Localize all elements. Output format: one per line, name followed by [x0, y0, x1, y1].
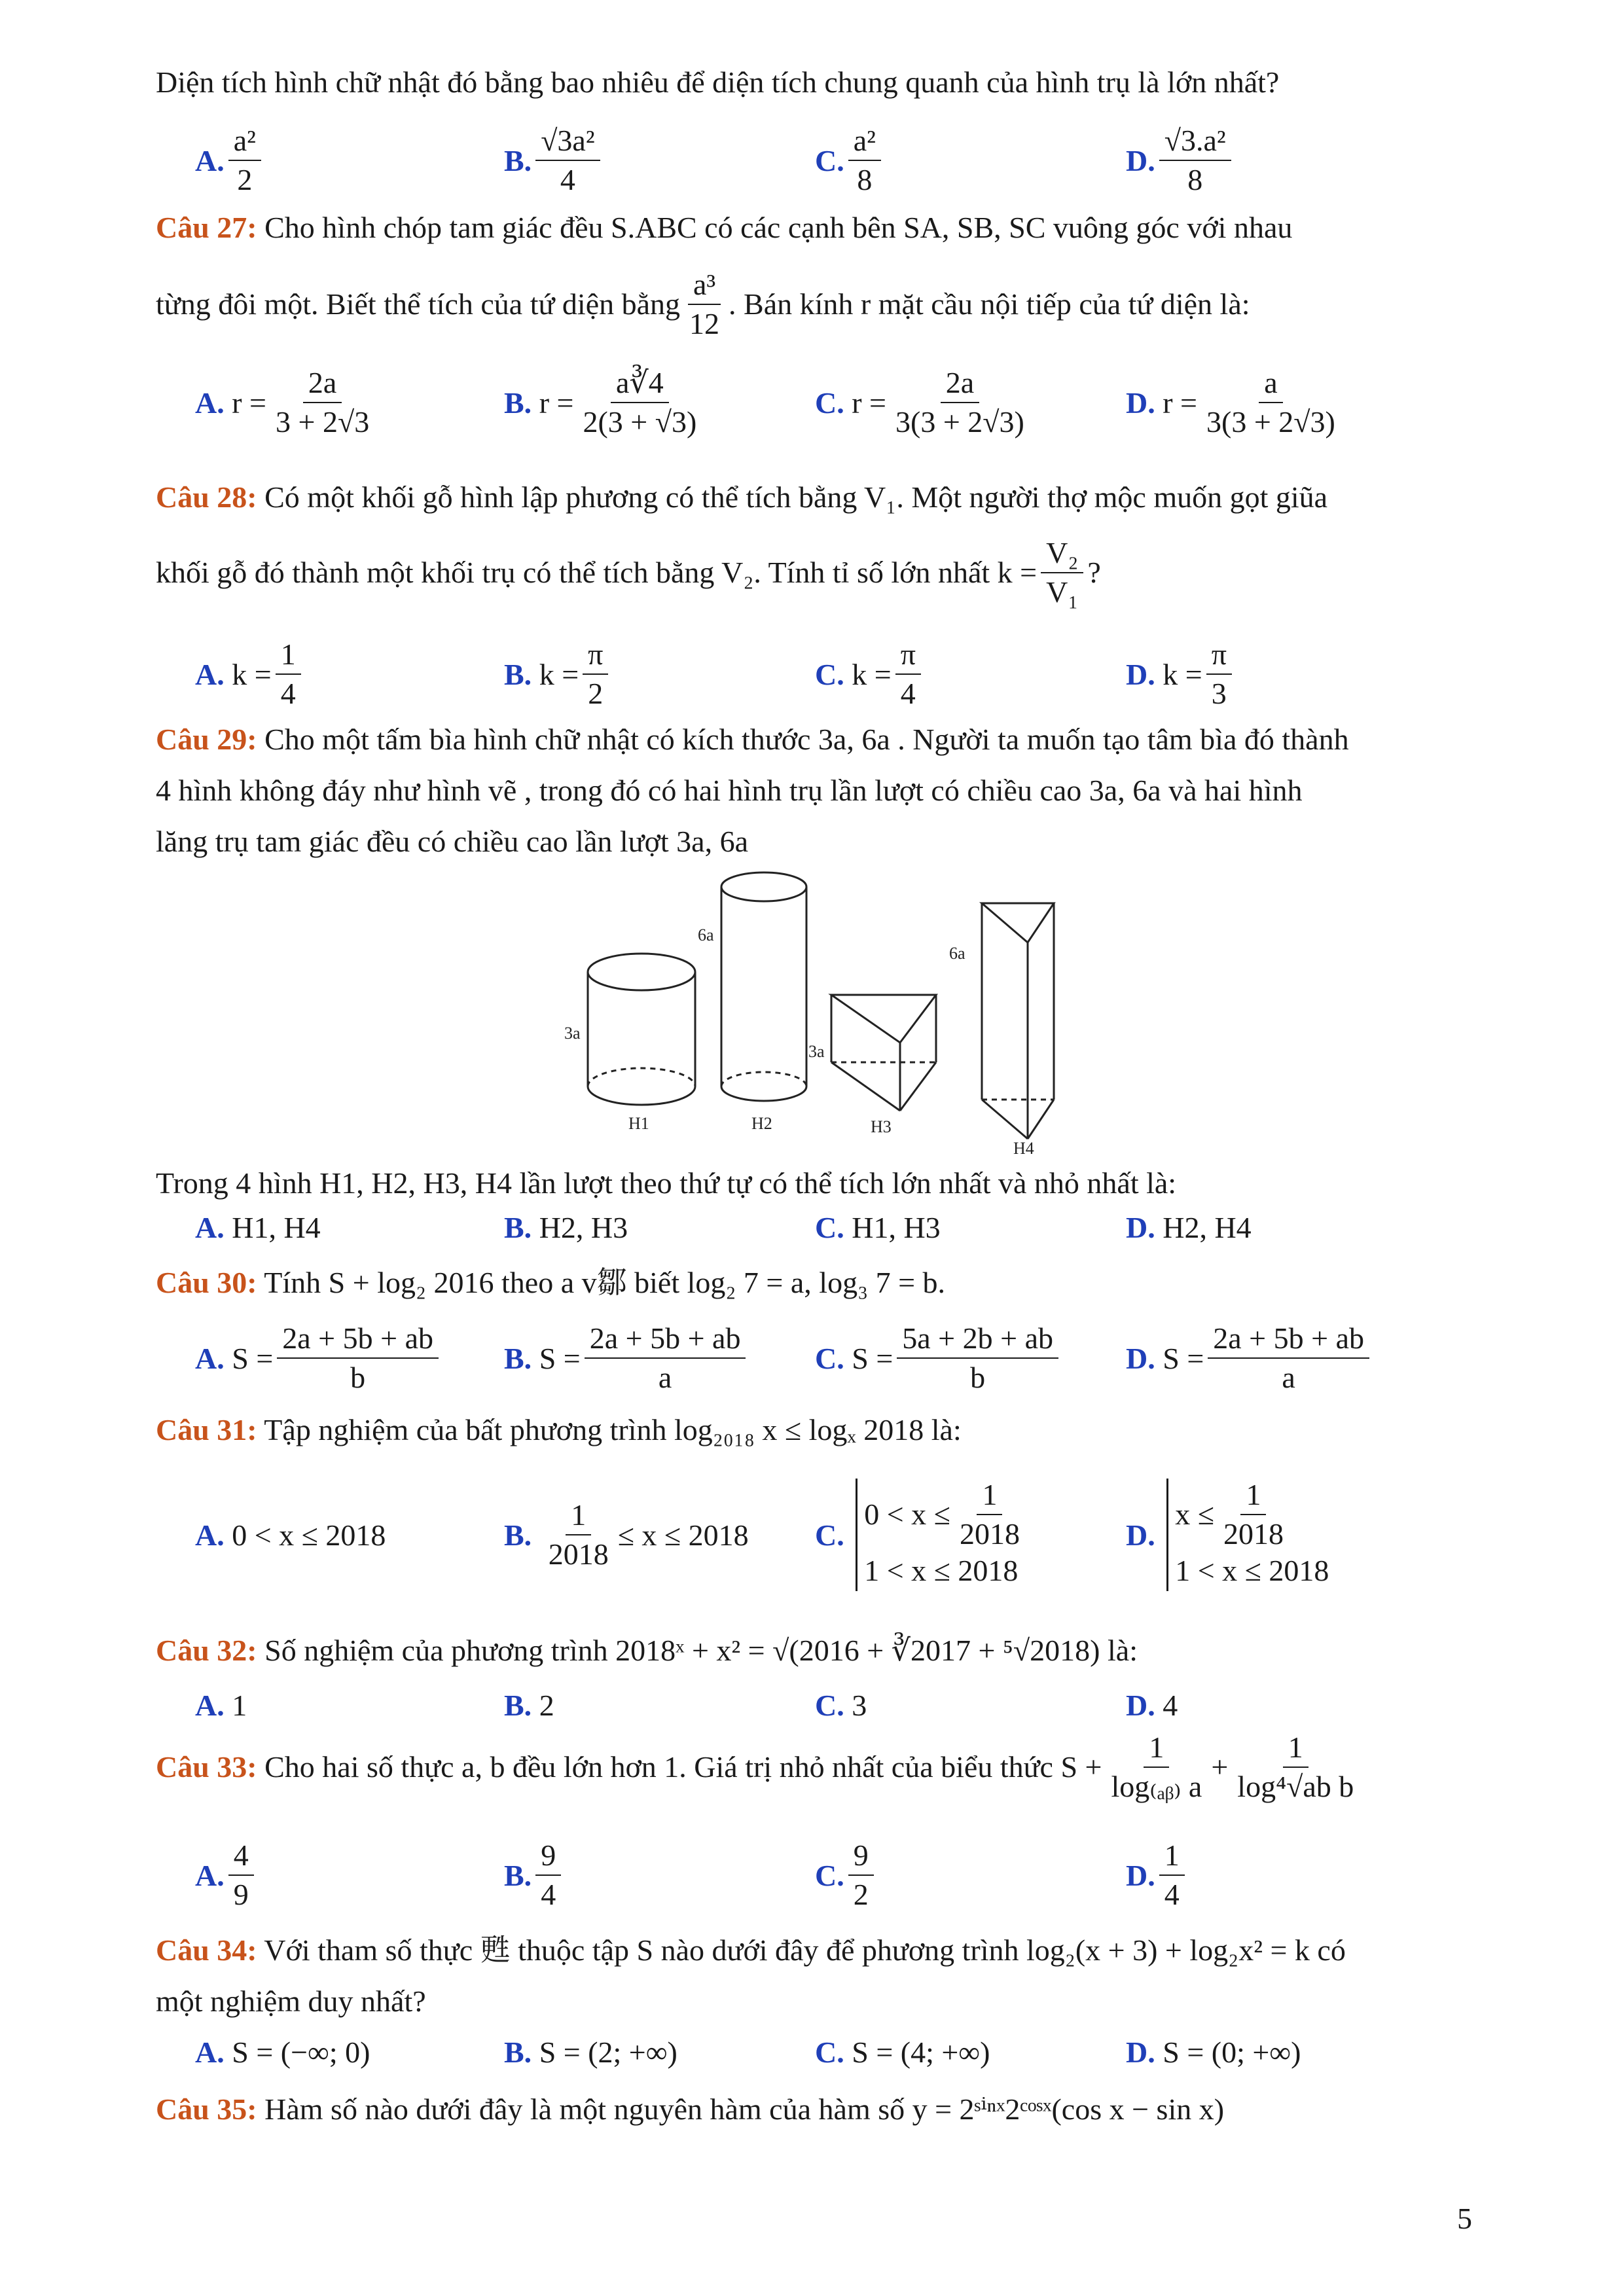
q29-option-a[interactable]: A. H1, H4 [195, 1210, 321, 1244]
page-number: 5 [1457, 2202, 1472, 2235]
q27-option-c[interactable]: C. r = $\frac{2a}{3(3 + 2√3)}$ [815, 366, 1024, 439]
h2-height-label: 6a [698, 925, 714, 944]
q26-option-d[interactable]: D. $\frac{\text{√3.a²}}{8}$ [1126, 118, 1235, 203]
q33-line: Câu 33: Cho hai số thực a, b đều lớn hơn 1. Giá trị nhỏ nhất của biểu thức S + $\frac{1}{\text{log₍ₐᵦ₎ a}}$ + $\frac{1}{\text{log⁴√ab b}}$ [156, 1731, 1354, 1803]
q31-options [0, 1466, 1624, 1604]
q27-options [0, 360, 1624, 445]
q34-line1: Câu 34: Với tham số thực 甦 thuộc tập S nào dưới đây để phương trình log₂(x + 3) + log₂x² = k có [156, 1933, 1346, 1967]
q32-option-a[interactable]: A. 1 [195, 1688, 247, 1722]
q32-line: Câu 32: Số nghiệm của phương trình 2018ˣ + x² = √(2016 + ∛2017 + ⁵√2018) là: [156, 1634, 1138, 1667]
h4-caption: H4 [1013, 1139, 1034, 1155]
q32-option-c[interactable]: C. 3 [815, 1688, 867, 1722]
q31-option-a[interactable]: A. 0 < x ≤ 2018 [195, 1518, 386, 1552]
q32-options [0, 1682, 1624, 1728]
q33-options [0, 1833, 1624, 1918]
q26-option-a[interactable]: A. $\frac{\text{a²}}{2}$ [195, 118, 265, 203]
q34-option-c[interactable]: C. S = (4; +∞) [815, 2035, 990, 2069]
h4-height-label: 6a [949, 944, 965, 963]
q34-option-a[interactable]: A. S = (−∞; 0) [195, 2035, 370, 2069]
q27-line2: từng đôi một. Biết thể tích của tứ diện bằng $\frac{\text{a³}}{12}$ . Bán kính r mặt cầu nội tiếp của tứ diện là: [156, 268, 1250, 340]
q30-option-b[interactable]: B. S = $\frac{2a + 5b + ab}{a}$ [504, 1316, 749, 1401]
q34-options [0, 2029, 1624, 2075]
q29-option-d[interactable]: D. H2, H4 [1126, 1210, 1252, 1244]
intro-text: Diện tích hình chữ nhật đó bằng bao nhiêu để diện tích chung quanh của hình trụ là lớn nhất? [156, 65, 1280, 99]
q34-option-d[interactable]: D. S = (0; +∞) [1126, 2035, 1301, 2069]
q28-line2: khối gỗ đó thành một khối trụ có thể tích bằng V₂. Tính tỉ số lớn nhất k = $\frac{\text{V₂}}{\text{V₁}}$ ? [156, 536, 1101, 609]
h2-caption: H2 [751, 1114, 772, 1133]
q29-option-b[interactable]: B. H2, H3 [504, 1210, 628, 1244]
q27-option-a[interactable]: A. r = $\frac{2a}{3 + 2√3}$ [195, 366, 370, 439]
q33-option-d[interactable]: D. $\frac{1}{4}$ [1126, 1833, 1189, 1918]
q31-option-d[interactable]: D. x ≤ $\frac{1}{2018}$ 1 < x ≤ 2018 [1126, 1466, 1329, 1604]
q30-options [0, 1316, 1624, 1401]
q33-option-a[interactable]: A. $\frac{4}{9}$ [195, 1833, 258, 1918]
h3-height-label: 3a [808, 1042, 825, 1061]
q29-label: Câu 29: [156, 723, 257, 756]
q32-label: Câu 32: [156, 1634, 257, 1667]
q33-label: Câu 33: [156, 1750, 257, 1784]
q27-label: Câu 27: [156, 211, 257, 244]
q29-option-c[interactable]: C. H1, H3 [815, 1210, 941, 1244]
q29-line2: 4 hình không đáy như hình vẽ , trong đó có hai hình trụ lần lượt có chiều cao 3a, 6a và hai hình [156, 774, 1303, 807]
q27-option-b[interactable]: B. r = $\frac{a∛4}{2(3 + √3)}$ [504, 366, 697, 439]
q30-line: Câu 30: Tính S + log₂ 2016 theo a v鄒 biết log₂ 7 = a, log₃ 7 = b. [156, 1266, 946, 1299]
q33-option-b[interactable]: B. $\frac{9}{4}$ [504, 1833, 565, 1918]
h3-prism [831, 995, 936, 1111]
q32-option-d[interactable]: D. 4 [1126, 1688, 1178, 1722]
q34-option-b[interactable]: B. S = (2; +∞) [504, 2035, 677, 2069]
q34-line2: một nghiệm duy nhất? [156, 1984, 426, 2018]
q28-line1: Câu 28: Có một khối gỗ hình lập phương có thể tích bằng V₁. Một người thợ mộc muốn gọt giũa [156, 480, 1328, 514]
h1-height-label: 3a [564, 1024, 581, 1043]
q33-option-c[interactable]: C. $\frac{9}{2}$ [815, 1833, 878, 1918]
q30-option-c[interactable]: C. S = $\frac{5a + 2b + ab}{b}$ [815, 1316, 1062, 1401]
h4-prism [982, 903, 1054, 1139]
q31-option-b[interactable]: B. $\frac{1}{2018}$ ≤ x ≤ 2018 [504, 1498, 749, 1571]
q31-line: Câu 31: Tập nghiệm của bất phương trình log₂₀₁₈ x ≤ logₓ 2018 là: [156, 1413, 962, 1446]
q28-label: Câu 28: [156, 480, 257, 514]
h2-cylinder [721, 872, 806, 1101]
q29-question: Trong 4 hình H1, H2, H3, H4 lần lượt theo thứ tự có thể tích lớn nhất và nhỏ nhất là: [156, 1166, 1177, 1200]
q28-options [0, 632, 1624, 717]
q31-label: Câu 31: [156, 1413, 257, 1446]
q28-option-a[interactable]: A. k = $\frac{1}{4}$ [195, 632, 305, 717]
q29-line1: Câu 29: Cho một tấm bìa hình chữ nhật có kích thước 3a, 6a . Người ta muốn tạo tâm bìa đó thành [156, 723, 1349, 756]
q30-option-a[interactable]: A. S = $\frac{2a + 5b + ab}{b}$ [195, 1316, 442, 1401]
q28-option-c[interactable]: C. k = $\frac{\pi}{4}$ [815, 632, 925, 717]
q27-option-d[interactable]: D. r = $\frac{a}{3(3 + 2√3)}$ [1126, 366, 1335, 439]
q30-option-d[interactable]: D. S = $\frac{2a + 5b + ab}{a}$ [1126, 1316, 1373, 1401]
q34-label: Câu 34: [156, 1933, 257, 1967]
q26-options [0, 118, 1624, 203]
h1-caption: H1 [628, 1114, 649, 1133]
q35-label: Câu 35: [156, 2092, 257, 2126]
q32-option-b[interactable]: B. 2 [504, 1688, 554, 1722]
q26-option-b[interactable]: B. $\frac{\text{√3a²}}{4}$ [504, 118, 604, 203]
q29-figure [543, 867, 1067, 1155]
h3-caption: H3 [871, 1117, 892, 1136]
q27-line1: Câu 27: Cho hình chóp tam giác đều S.ABC có các cạnh bên SA, SB, SC vuông góc với nhau [156, 211, 1293, 244]
q31-option-c[interactable]: C. 0 < x ≤ $\frac{1}{2018}$ 1 < x ≤ 2018 [815, 1466, 1029, 1604]
q26-option-c[interactable]: C. $\frac{\text{a²}}{8}$ [815, 118, 885, 203]
q29-options [0, 1204, 1624, 1250]
h1-cylinder [588, 954, 695, 1105]
q28-option-d[interactable]: D. k = $\frac{\pi}{3}$ [1126, 632, 1236, 717]
q29-line3: lăng trụ tam giác đều có chiều cao lần lượt 3a, 6a [156, 825, 749, 858]
q30-label: Câu 30: [156, 1266, 257, 1299]
q28-option-b[interactable]: B. k = $\frac{\pi}{2}$ [504, 632, 612, 717]
q35-line: Câu 35: Hàm số nào dưới đây là một nguyên hàm của hàm số y = 2ˢⁱⁿˣ2ᶜᵒˢˣ(cos x − sin x) [156, 2092, 1225, 2126]
